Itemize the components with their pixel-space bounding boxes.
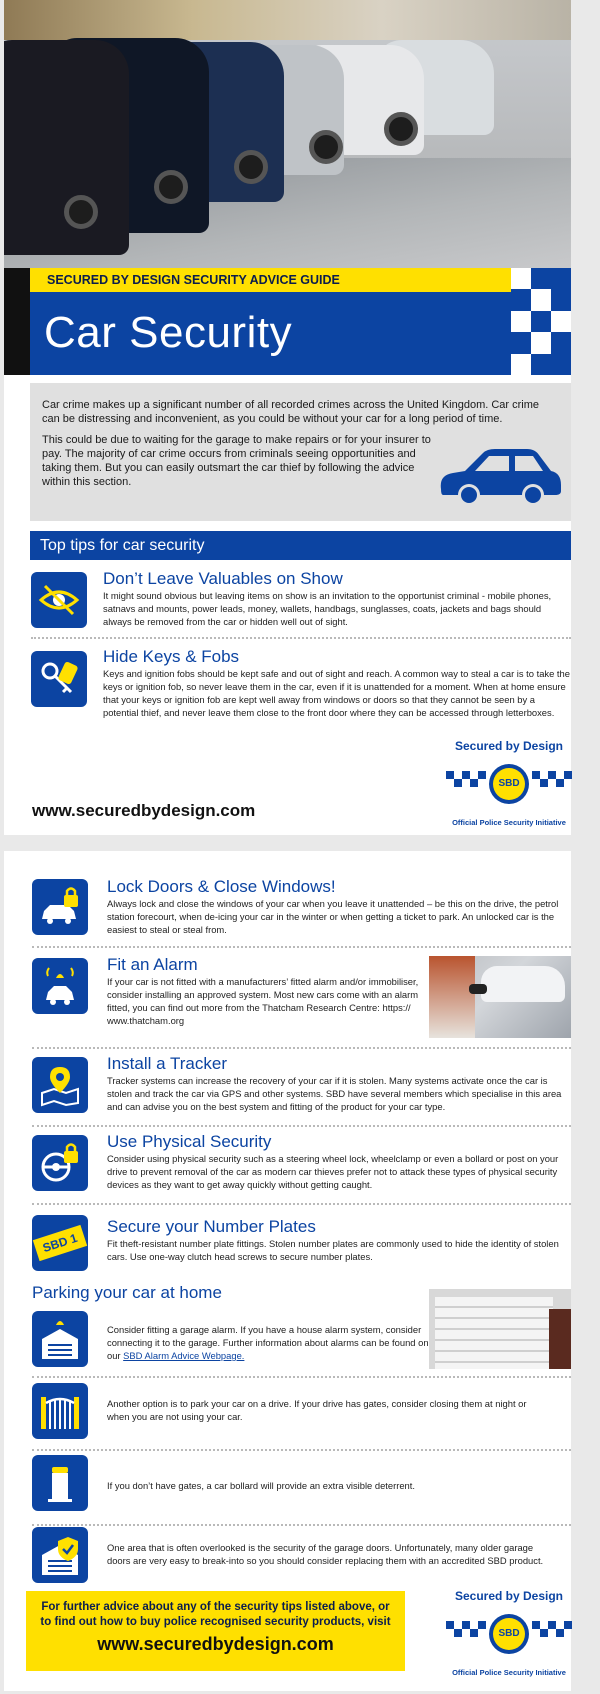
parking-text: If you don’t have gates, a car bollard will provide an extra visible deterrent. xyxy=(107,1480,415,1491)
secured-by-design-logo xyxy=(444,739,574,827)
tip-text: If your car is not fitted with a manufacturers’ fitted alarm and/or immobiliser, consider installing an approved system. Most new cars come with an alarm fitted, you can find out more from the Thatcham Research Centre: https:// www.thatcham.org xyxy=(107,976,419,1026)
car-alarm-icon xyxy=(32,958,88,1014)
parking-item-bollard xyxy=(32,1455,572,1515)
page-one xyxy=(4,0,571,835)
tip-text: It might sound obvious but leaving items on show is an invitation to the opportunist criminal - mobile phones, satnavs and mounts, power leads, money, wallets, handbags, sunglasses, coats, jackets and bags should always be removed from the car or hidden well out of sight. xyxy=(103,590,552,627)
page-two xyxy=(4,851,571,1691)
photo-garage-door xyxy=(429,1289,571,1369)
gate-icon xyxy=(32,1383,88,1439)
cta-box xyxy=(26,1591,405,1671)
logo-badge: SBD xyxy=(498,778,520,789)
secured-by-design-logo-bottom xyxy=(444,1589,574,1677)
logo-tagline: Official Police Security Initiative xyxy=(452,818,566,827)
hero-photo-parked-cars xyxy=(4,0,571,268)
tip-install-tracker xyxy=(32,1054,572,1117)
number-plate-icon xyxy=(32,1215,88,1271)
photo-remote-key-car xyxy=(429,956,571,1038)
top-tips-heading-bar xyxy=(30,531,571,560)
tip-heading: Secure your Number Plates xyxy=(107,1217,316,1236)
steering-lock-icon xyxy=(32,1135,88,1191)
cta-url[interactable]: www.securedbydesign.com xyxy=(97,1634,334,1654)
map-pin-icon xyxy=(32,1057,88,1113)
tip-lock-doors xyxy=(32,879,572,939)
plate-text: SBD 1 xyxy=(33,1225,87,1261)
intro-box xyxy=(30,383,571,521)
website-url[interactable]: www.securedbydesign.com xyxy=(32,801,256,820)
cta-line-1: For further advice about any of the security tips listed above, or xyxy=(41,1601,390,1613)
logo-title: Secured by Design xyxy=(454,739,564,753)
parking-text: One area that is often overlooked is the security of the garage doors. Unfortunately, many older garage doors are very easy to break-into so you should consider replacing them with an accredited SBD product. xyxy=(107,1542,544,1566)
tip-heading: Fit an Alarm xyxy=(107,955,198,974)
logo-tagline: Official Police Security Initiative xyxy=(452,1668,566,1677)
section-title: Top tips for car security xyxy=(40,537,205,554)
car-keys-icon xyxy=(31,651,87,707)
garage-shield-icon xyxy=(32,1527,88,1583)
parking-item-garage-doors xyxy=(32,1527,572,1587)
tip-heading: Install a Tracker xyxy=(107,1054,227,1073)
sbd-alarm-advice-link[interactable]: SBD Alarm Advice Webpage. xyxy=(123,1350,245,1361)
tip-valuables xyxy=(31,569,571,638)
parking-text: Another option is to park your car on a drive. If your drive has gates, consider closing them at night or when you are not using your car. xyxy=(107,1398,527,1422)
eye-crossed-icon xyxy=(31,572,87,628)
parking-heading: Parking your car at home xyxy=(32,1283,222,1302)
garage-alarm-icon xyxy=(32,1311,88,1367)
intro-paragraph-1: Car crime makes up a significant number of all recorded crimes across the United Kingdom. Car crime can be distressing and inconvenient, as you could be without your car for a long period of time. xyxy=(42,399,540,425)
tip-number-plates xyxy=(32,1215,572,1275)
tip-keys xyxy=(31,647,571,741)
tip-heading: Hide Keys & Fobs xyxy=(103,647,240,666)
tip-heading: Lock Doors & Close Windows! xyxy=(107,877,336,896)
tip-heading: Don’t Leave Valuables on Show xyxy=(103,569,343,588)
tip-heading: Use Physical Security xyxy=(107,1132,272,1151)
parking-item-garage-alarm xyxy=(32,1311,432,1371)
intro-paragraph-2: This could be due to waiting for the garage to make repairs or for your insurer to pay. The majority of car crime occurs from criminals seeing opportunities and taking them. But you can easily outsmart the car thief by following the advice within this section. xyxy=(42,434,431,488)
tip-text: Consider using physical security such as a steering wheel lock, wheelclamp or even a bollard or post on your drive to prevent removal of the car as modern car thieves prefer not to attack these types of physical security devices as they want to get away quickly without getting caught. xyxy=(107,1153,559,1190)
bollard-icon xyxy=(32,1455,88,1511)
page-title: Car Security xyxy=(44,308,293,357)
car-icon xyxy=(435,445,565,507)
police-checker-pattern xyxy=(511,268,571,375)
tip-physical-security xyxy=(32,1132,572,1195)
cta-line-2: to find out how to buy police recognised security products, visit xyxy=(40,1616,391,1628)
tip-text: Keys and ignition fobs should be kept safe and out of sight and reach. A common way to steal a car is to take the keys or ignition fob, so never leave them in the car, even if it is unattended for a moment. When at home ensure that your keys or ignition fob are kept well away from windows or doors so that they cannot be seen by a potential thief, and never leave them close to the front door where they can be accessed through letterboxes. xyxy=(103,668,570,718)
guide-label-strip xyxy=(30,268,511,292)
parking-item-gates xyxy=(32,1383,572,1443)
tip-text: Always lock and close the windows of your car when you leave it unattended – be this on the drive, the petrol station forecourt, when de-icing your car in the winter or when getting a ticket to park. An unlocked car is the easiest to steal or steal from. xyxy=(107,898,559,935)
title-band xyxy=(30,292,511,375)
parking-text: Consider fitting a garage alarm. If you have a house alarm system, consider connecting it to the garage. Further information about alarms can be found on our SBD Alarm Advice Webpage. xyxy=(107,1324,429,1361)
logo-title: Secured by Design xyxy=(454,1589,564,1603)
tip-text: Tracker systems can increase the recovery of your car if it is stolen. Many systems activate once the car is stolen and track the car via GPS and other systems. SBD have several members which specialise in this area and can advise you on the best system and fitting of the product for your car type. xyxy=(107,1075,562,1112)
tip-text: Fit theft-resistant number plate fittings. Stolen number plates are commonly used to hide the identity of stolen cars. Use one-way clutch head screws to secure number plates. xyxy=(107,1238,559,1262)
guide-label: SECURED BY DESIGN SECURITY ADVICE GUIDE xyxy=(47,273,340,287)
logo-badge: SBD xyxy=(498,1628,520,1639)
car-padlock-icon xyxy=(32,879,88,935)
